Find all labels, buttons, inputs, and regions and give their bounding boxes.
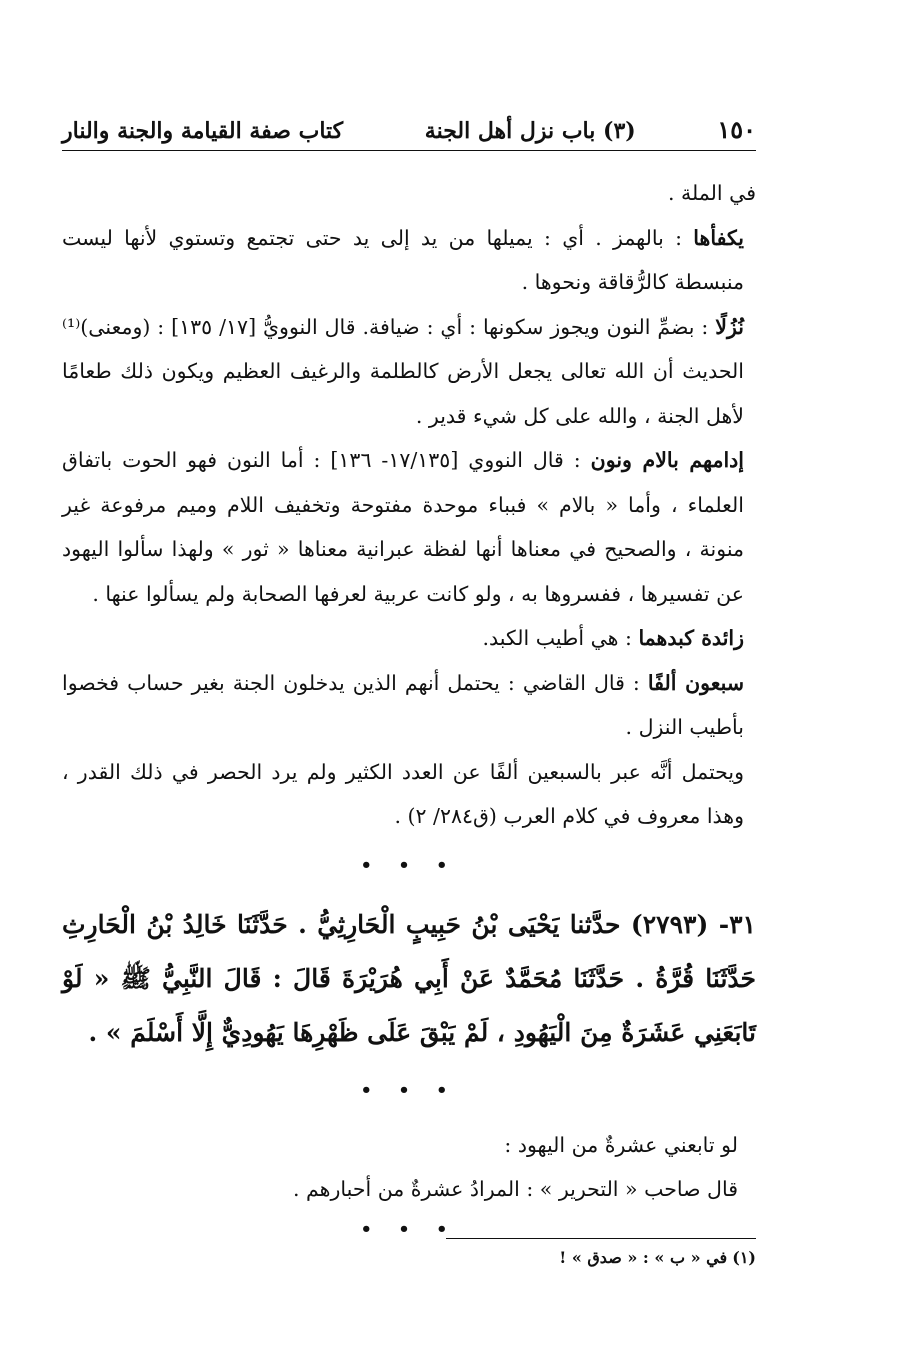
section-separator: • • • xyxy=(360,854,458,876)
commentary-term: يكفأها xyxy=(693,225,744,250)
commentary-term: سبعون ألفًا xyxy=(647,670,745,695)
notes xyxy=(62,1123,756,1211)
footnote-rule xyxy=(446,1238,756,1239)
note-line: قال صاحب « التحرير » : المرادُ عشرةٌ من أحبارهم . xyxy=(293,1176,738,1201)
commentary-paragraph xyxy=(62,438,756,616)
section-separator: • • • xyxy=(360,1218,458,1240)
commentary-text: : بضمِّ النون ويجوز سكونها : أي : ضيافة. قال النوويُّ [١٧/ ١٣٥] : (ومعنى)⁽¹⁾ الحديث أن الله تعالى يجعل الأرض كالطلمة والرغيف العظيم ويكون ذلك طعامًا لأهل الجنة ، والله على كل شيء قدير . xyxy=(62,314,744,428)
footnote xyxy=(120,1248,756,1267)
commentary-text: : قال النووي [١٧/١٣٥- ١٣٦] : أما النون فهو الحوت باتفاق العلماء ، وأما « بالام » فبباء موحدة مفتوحة وتخفيف اللام وميم مرفوعة غير منونة ، والصحيح في معناها أنها لفظة عبرانية معناها « ثور » ولهذا سألوا اليهود عن تفسيرها ، ففسروها به ، ولو كانت عربية لعرفها الصحابة ولم يسألوا عنها . xyxy=(62,448,744,606)
commentary-paragraph xyxy=(62,750,756,839)
page xyxy=(62,115,756,1240)
note-heading: لو تابعني عشرةٌ من اليهود : xyxy=(504,1132,738,1157)
commentary-paragraph xyxy=(62,171,756,216)
commentary-paragraph xyxy=(62,216,756,305)
commentary-text: في الملة . xyxy=(667,181,756,205)
commentary-text: : بالهمز . أي : يميلها من يد إلى يد حتى تجتمع وتستوي لأنها ليست منبسطة كالرُّقاقة ونحوها . xyxy=(62,225,744,294)
chapter-title: (٣) باب نزل أهل الجنة xyxy=(424,118,636,144)
commentary-text: : هي أطيب الكبد. xyxy=(482,626,632,650)
commentary-term: إدامهم بالام ونون xyxy=(590,448,745,472)
commentary-term: زائدة كبدهما xyxy=(638,626,744,650)
commentary-text: ويحتمل أنَّه عبر بالسبعين ألفًا عن العدد الكثير ولم يرد الحصر في ذلك القدر ، وهذا معروف في كلام العرب (ق٢٨٤/ ٢) . xyxy=(62,759,744,828)
footnote-text: في « ب » : « صدق » ! xyxy=(559,1248,728,1267)
page-number: ١٥٠ xyxy=(717,115,756,144)
hadith-number: ٣١- (٢٧٩٣) xyxy=(630,909,756,939)
commentary-paragraph xyxy=(62,616,756,661)
commentary-term: نُزُلًا xyxy=(715,314,744,339)
footnote-marker: (١) xyxy=(732,1248,756,1267)
book-title: كتاب صفة القيامة والجنة والنار xyxy=(62,118,344,144)
section-separator: • • • xyxy=(360,1079,458,1101)
running-header xyxy=(62,115,756,151)
hadith-text: حدَّثنا يَحْيَى بْنُ حَبِيبٍ الْحَارِثِيُّ . حَدَّثَنَا خَالِدُ بْنُ الْحَارِثِ حَدَّثَنَا قُرَّةُ . حَدَّثَنَا مُحَمَّدٌ عَنْ أَبِي هُرَيْرَةَ قَالَ : قَالَ النَّبِيُّ ﷺ « لَوْ تَابَعَنِي عَشَرَةٌ مِنَ الْيَهُودِ ، لَمْ يَبْقَ عَلَى ظَهْرِهَا يَهُودِيٌّ إِلَّا أَسْلَمَ » . xyxy=(62,909,756,1047)
commentary-paragraph xyxy=(62,661,756,750)
commentary-text: : قال القاضي : يحتمل أنهم الذين يدخلون الجنة بغير حساب فخصوا بأطيب النزل . xyxy=(62,670,744,739)
commentary-paragraph xyxy=(62,305,756,439)
hadith-block xyxy=(62,898,756,1060)
commentary xyxy=(62,171,756,839)
